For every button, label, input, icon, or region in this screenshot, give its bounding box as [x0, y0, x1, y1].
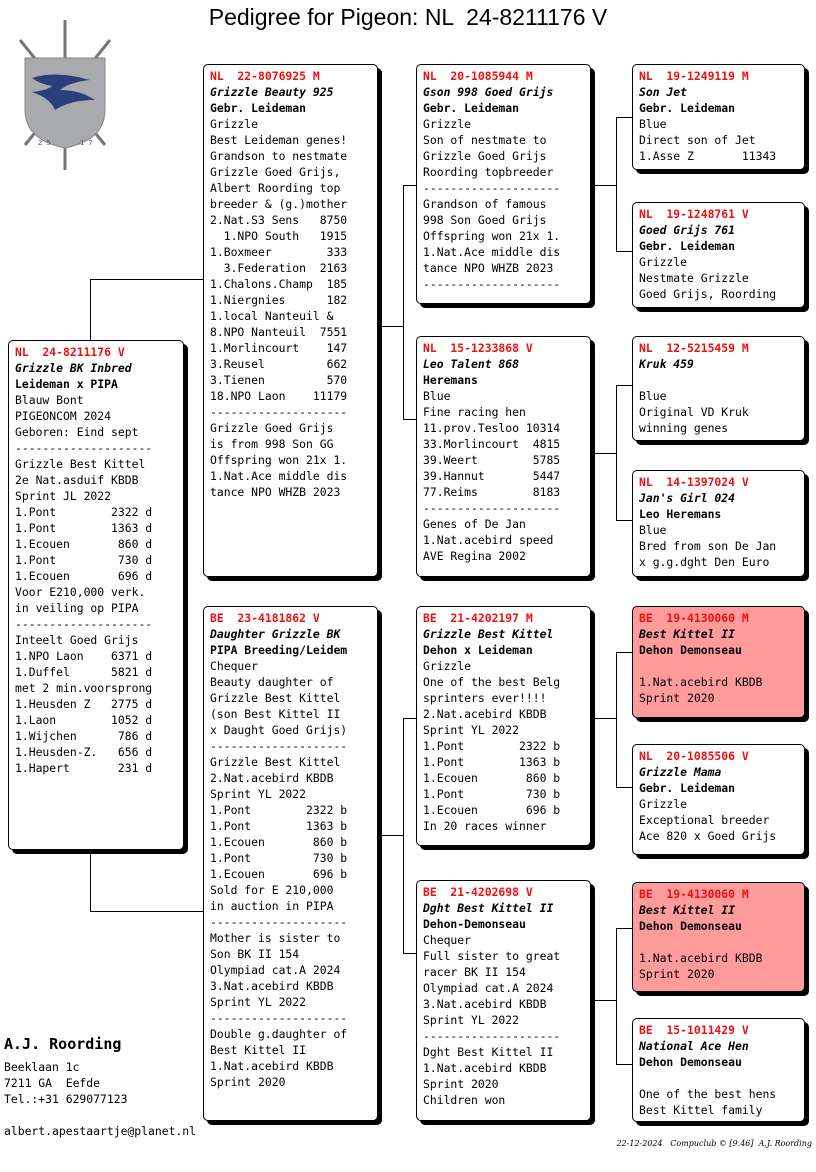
info-line: Bred from son De Jan [639, 539, 777, 553]
info-line: Sprint 2020 [210, 1075, 286, 1089]
info-line: 1.Pont 730 d [15, 553, 153, 567]
info-line: 1.NPO Laon 6371 d [15, 649, 153, 663]
connector-line [616, 117, 632, 118]
info-line: Sold for E 210,000 [210, 883, 334, 897]
info-line: Sprint 2020 [639, 691, 715, 705]
info-line: -------------------- [210, 1011, 348, 1025]
info-line: Grizzle [639, 797, 688, 811]
pigeon-name: Gson 998 Goed Grijs [423, 85, 554, 99]
connector-line [616, 385, 617, 520]
breeder-name: Leo Heremans [639, 507, 722, 521]
pigeon-card-sire-sire[interactable] [416, 64, 591, 304]
info-line: Best Kittel II [210, 1043, 307, 1057]
connector-line [616, 520, 632, 521]
info-line: Best Leideman genes! [210, 133, 348, 147]
ring-number: NL 19-1249119 M [639, 69, 749, 83]
svg-text:1 7: 1 7 [80, 139, 93, 147]
info-line: 1.Ecouen 696 b [210, 867, 348, 881]
breeder-name: Dehon x Leideman [423, 643, 533, 657]
info-line: Offspring won 21x 1. [210, 453, 348, 467]
breeder-name: Dehon-Demonseau [423, 917, 526, 931]
info-line: Nestmate Grizzle [639, 271, 749, 285]
info-line: Sprint YL 2022 [423, 723, 520, 737]
info-line: Fine racing hen [423, 405, 526, 419]
info-line: Grizzle Best Kittel [210, 691, 341, 705]
info-line: in veiling op PIPA [15, 601, 139, 615]
info-line: 11.prov.Tesloo 10314 [423, 421, 561, 435]
info-line: Olympiad cat.A 2024 [210, 963, 341, 977]
info-line: 2.Nat.S3 Sens 8750 [210, 213, 348, 227]
info-line: One of the best Belg [423, 675, 561, 689]
pigeon-name: Jan's Girl 024 [639, 491, 736, 505]
connector-line [616, 117, 617, 251]
owner-email[interactable]: albert.apestaartje@planet.nl [4, 1124, 197, 1138]
info-line: 2.Nat.acebird KBDB [210, 771, 334, 785]
info-line: 1.Nat.Ace middle dis [423, 245, 561, 259]
pigeon-name: Grizzle Beauty 925 [210, 85, 334, 99]
info-line: Grizzle [210, 117, 259, 131]
info-line: 3.Reusel 662 [210, 357, 348, 371]
connector-line [90, 279, 91, 340]
ring-number: BE 15-1011429 V [639, 1023, 749, 1037]
connector-line [403, 718, 416, 719]
info-line: -------------------- [423, 181, 561, 195]
breeder-name [639, 372, 804, 388]
info-line: 1.Pont 2322 b [423, 739, 561, 753]
info-line: Original VD Kruk [639, 405, 749, 419]
info-line: Chequer [423, 933, 472, 947]
connector-line [591, 1000, 616, 1001]
info-line: 1.Nat.acebird speed [423, 533, 554, 547]
pigeon-name: Son Jet [639, 85, 688, 99]
info-line: 1.Ecouen 860 b [210, 835, 348, 849]
info-line: 1.Nat.acebird KBDB [639, 675, 763, 689]
info-line: -------------------- [15, 441, 153, 455]
pigeon-card-subject[interactable] [8, 340, 184, 850]
pigeon-name: Daughter Grizzle BK [210, 627, 341, 641]
owner-address: Beeklaan 1c [4, 1060, 80, 1074]
ring-number: NL 12-5215459 M [639, 341, 749, 355]
connector-line [591, 453, 616, 454]
info-line: -------------------- [210, 405, 348, 419]
info-line: Geboren: Eind sept [15, 425, 139, 439]
pigeon-card-ggp3[interactable] [632, 336, 805, 441]
connector-line [90, 911, 204, 912]
info-line: Sprint 2020 [639, 967, 715, 981]
connector-line [403, 419, 416, 420]
info-line: 1.Hapert 231 d [15, 761, 153, 775]
info-line: 3.Nat.acebird KBDB [210, 979, 334, 993]
info-line: 1.Ecouen 696 d [15, 569, 153, 583]
info-line: 1.Laon 1052 d [15, 713, 153, 727]
info-line: PIGEONCOM 2024 [15, 409, 112, 423]
connector-line [591, 185, 616, 186]
info-line: 77.Reims 8183 [423, 485, 561, 499]
pigeon-card-dam[interactable] [203, 606, 378, 1121]
ring-number: NL 22-8076925 M [210, 69, 320, 83]
info-line: 1.Pont 1363 b [210, 819, 348, 833]
info-line: x g.g.dght Den Euro [639, 555, 770, 569]
connector-line [378, 326, 403, 327]
info-line: Son of nestmate to [423, 133, 547, 147]
info-line: 3.Nat.acebird KBDB [423, 997, 547, 1011]
owner-name: A.J. Roording [4, 1035, 122, 1053]
info-line: Blue [639, 389, 667, 403]
ring-number: NL 15-1233868 V [423, 341, 533, 355]
info-line: 1.Pont 2322 b [210, 803, 348, 817]
info-line: 39.Weert 5785 [423, 453, 561, 467]
breeder-name: Gebr. Leideman [639, 781, 736, 795]
info-line: met 2 min.voorsprong [15, 681, 153, 695]
info-line: in auction in PIPA [210, 899, 334, 913]
info-line: Double g.daughter of [210, 1027, 348, 1041]
pigeon-card-ggp5[interactable] [632, 606, 805, 718]
connector-line [403, 718, 404, 953]
breeder-name: Gebr. Leideman [639, 239, 736, 253]
info-line: -------------------- [423, 277, 561, 291]
info-line: In 20 races winner [423, 819, 547, 833]
breeder-name: Heremans [423, 373, 478, 387]
ring-number: BE 19-4130060 M [639, 887, 749, 901]
info-line: -------------------- [423, 1029, 561, 1043]
info-line: 1.Nat.Ace middle dis [210, 469, 348, 483]
info-line: Genes of De Jan [423, 517, 526, 531]
info-line: 1.Heusden-Z. 656 d [15, 745, 153, 759]
info-line: 1.Nat.acebird KBDB [639, 951, 763, 965]
info-line: Grizzle [639, 255, 688, 269]
info-line: Mother is sister to [210, 931, 341, 945]
connector-line [616, 1064, 632, 1065]
ring-number: BE 23-4181862 V [210, 611, 320, 625]
info-line [639, 1070, 804, 1086]
pigeon-card-dam-dam[interactable] [416, 880, 591, 1121]
info-line [639, 934, 804, 950]
pigeon-name: Best Kittel II [639, 903, 736, 917]
pigeon-name: Dght Best Kittel II [423, 901, 554, 915]
info-line: Grizzle Best Kittel [15, 457, 146, 471]
info-line: Roording topbreeder [423, 165, 554, 179]
owner-phone: Tel.:+31 629077123 [4, 1092, 128, 1106]
info-line: -------------------- [15, 617, 153, 631]
breeder-name: Leideman x PIPA [15, 377, 118, 391]
info-line: Sprint JL 2022 [15, 489, 112, 503]
pigeon-card-ggp7[interactable] [632, 882, 805, 992]
info-line: 1.Pont 730 b [210, 851, 348, 865]
breeder-name: Gebr. Leideman [423, 101, 520, 115]
info-line: Albert Roording top [210, 181, 341, 195]
info-line: Grizzle [423, 117, 472, 131]
pigeon-name: Kruk 459 [639, 357, 694, 371]
pigeon-name: National Ace Hen [639, 1039, 749, 1053]
breeder-name: Dehon Demonseau [639, 919, 742, 933]
info-line: 1.Boxmeer 333 [210, 245, 348, 259]
info-line: 1.Nat.acebird KBDB [210, 1059, 334, 1073]
ring-number: NL 20-1085944 M [423, 69, 533, 83]
info-line: Inteelt Goed Grijs [15, 633, 139, 647]
info-line: Dght Best Kittel II [423, 1045, 554, 1059]
info-line: is from 998 Son GG [210, 437, 334, 451]
ring-number: BE 21-4202197 M [423, 611, 533, 625]
info-line: Children won [423, 1093, 506, 1107]
ring-number: BE 19-4130060 M [639, 611, 749, 625]
pigeon-card-ggp1[interactable] [632, 64, 805, 170]
breeder-name: Dehon Demonseau [639, 643, 742, 657]
info-line: Blue [639, 523, 667, 537]
pigeon-card-ggp4[interactable] [632, 470, 805, 577]
page-title: Pedigree for Pigeon: NL 24-8211176 V [208, 4, 608, 30]
info-line: Grandson to nestmate [210, 149, 348, 163]
info-line: 3.Federation 2163 [210, 261, 348, 275]
connector-line [591, 718, 616, 719]
connector-line [616, 652, 617, 787]
info-line: breeder & (g.)mother [210, 197, 348, 211]
info-line: 1.Pont 730 b [423, 787, 561, 801]
pigeon-name: Grizzle Mama [639, 765, 722, 779]
info-line: sprinters ever!!!! [423, 691, 547, 705]
info-line: Direct son of Jet [639, 133, 756, 147]
breeder-name: Dehon Demonseau [639, 1055, 742, 1069]
info-line: 1.NPO South 1915 [210, 229, 348, 243]
info-line: 1.Ecouen 860 b [423, 771, 561, 785]
connector-line [378, 835, 403, 836]
footer-credit: 22-12-2024 Compuclub © [9.46] A.J. Roording [616, 1139, 812, 1148]
info-line: -------------------- [210, 739, 348, 753]
connector-line [90, 279, 204, 280]
info-line: 1.Ecouen 860 d [15, 537, 153, 551]
info-line: 3.Tienen 570 [210, 373, 348, 387]
pigeon-name: Grizzle Best Kittel [423, 627, 554, 641]
info-line: 1.Wijchen 786 d [15, 729, 153, 743]
info-line: x Daught Goed Grijs) [210, 723, 348, 737]
info-line: One of the best hens [639, 1087, 777, 1101]
info-line: -------------------- [210, 915, 348, 929]
info-line: Blue [423, 389, 451, 403]
info-line: Blauw Bont [15, 393, 84, 407]
info-line: Blue [639, 117, 667, 131]
pigeon-card-dam-sire[interactable] [416, 606, 591, 846]
owner-postcode: 7211 GA Eefde [4, 1076, 101, 1090]
connector-line [403, 953, 416, 954]
info-line: Best Kittel family [639, 1103, 763, 1117]
info-line: Ace 820 x Goed Grijs [639, 829, 777, 843]
pigeon-name: Best Kittel II [639, 627, 736, 641]
info-line: 18.NPO Laon 11179 [210, 389, 348, 403]
connector-line [616, 928, 632, 929]
info-line: 1.local Nanteuil & [210, 309, 334, 323]
info-line: Full sister to great [423, 949, 561, 963]
info-line: Grizzle Goed Grijs, [210, 165, 341, 179]
info-line: -------------------- [423, 501, 561, 515]
info-line: tance NPO WHZB 2023 [210, 485, 341, 499]
breeder-name: Gebr. Leideman [210, 101, 307, 115]
connector-line [616, 251, 632, 252]
info-line: Sprint YL 2022 [210, 787, 307, 801]
info-line: racer BK II 154 [423, 965, 526, 979]
info-line: Sprint YL 2022 [423, 1013, 520, 1027]
ring-number: NL 14-1397024 V [639, 475, 749, 489]
info-line: 1.Duffel 5821 d [15, 665, 153, 679]
info-line: (son Best Kittel II [210, 707, 341, 721]
info-line: 998 Son Goed Grijs [423, 213, 547, 227]
info-line: 2e Nat.asduif KBDB [15, 473, 139, 487]
club-logo [10, 20, 120, 180]
info-line: 1.Heusden Z 2775 d [15, 697, 153, 711]
info-line: 1.Niergnies 182 [210, 293, 348, 307]
ring-number: NL 24-8211176 V [15, 345, 125, 359]
info-line: 2.Nat.acebird KBDB [423, 707, 547, 721]
connector-line [90, 850, 91, 912]
info-line: Beauty daughter of [210, 675, 334, 689]
info-line [639, 658, 804, 674]
info-line: 1.Chalons.Champ 185 [210, 277, 348, 291]
info-line: Sprint YL 2022 [210, 995, 307, 1009]
pigeon-card-ggp8[interactable] [632, 1018, 805, 1122]
info-line: 1.Asse Z 11343 [639, 149, 777, 163]
info-line: Grizzle Goed Grijs [423, 149, 547, 163]
info-line: Grizzle [423, 659, 472, 673]
pigeon-name: Grizzle BK Inbred [15, 361, 132, 375]
breeder-name: PIPA Breeding/Leidem [210, 643, 348, 657]
info-line: 1.Morlincourt 147 [210, 341, 348, 355]
ring-number: NL 20-1085506 V [639, 749, 749, 763]
pigeon-name: Leo Talent 868 [423, 357, 520, 371]
info-line: 39.Hannut 5447 [423, 469, 561, 483]
info-line: Goed Grijs, Roording [639, 287, 777, 301]
connector-line [616, 787, 632, 788]
info-line: AVE Regina 2002 [423, 549, 526, 563]
info-line: 1.Pont 1363 d [15, 521, 153, 535]
info-line: winning genes [639, 421, 729, 435]
connector-line [616, 928, 617, 1064]
ring-number: NL 19-1248761 V [639, 207, 749, 221]
info-line: 1.Ecouen 696 b [423, 803, 561, 817]
connector-line [616, 652, 632, 653]
pigeon-card-sire-dam[interactable] [416, 336, 591, 577]
connector-line [403, 185, 404, 419]
pigeon-card-ggp2[interactable] [632, 202, 805, 308]
info-line: tance NPO WHZB 2023 [423, 261, 554, 275]
connector-line [403, 185, 416, 186]
info-line: Grandson of famous [423, 197, 547, 211]
info-line: Grizzle Best Kittel [210, 755, 341, 769]
info-line: Offspring won 21x 1. [423, 229, 561, 243]
info-line: 1.Nat.acebird KBDB [423, 1061, 547, 1075]
info-line: Exceptional breeder [639, 813, 770, 827]
info-line: Voor E210,000 verk. [15, 585, 146, 599]
info-line: Sprint 2020 [423, 1077, 499, 1091]
info-line: 33.Morlincourt 4815 [423, 437, 561, 451]
pigeon-card-ggp6[interactable] [632, 744, 805, 855]
pigeon-name: Goed Grijs 761 [639, 223, 736, 237]
info-line: Son BK II 154 [210, 947, 300, 961]
info-line: 8.NPO Nanteuil 7551 [210, 325, 348, 339]
connector-line [616, 385, 632, 386]
info-line: 1.Pont 1363 b [423, 755, 561, 769]
info-line: 1.Pont 2322 d [15, 505, 153, 519]
breeder-name: Gebr. Leideman [639, 101, 736, 115]
svg-text:2 5: 2 5 [38, 139, 51, 147]
pigeon-card-sire[interactable] [203, 64, 378, 577]
info-line: Grizzle Goed Grijs [210, 421, 334, 435]
ring-number: BE 21-4202698 V [423, 885, 533, 899]
info-line: Olympiad cat.A 2024 [423, 981, 554, 995]
info-line: Chequer [210, 659, 259, 673]
